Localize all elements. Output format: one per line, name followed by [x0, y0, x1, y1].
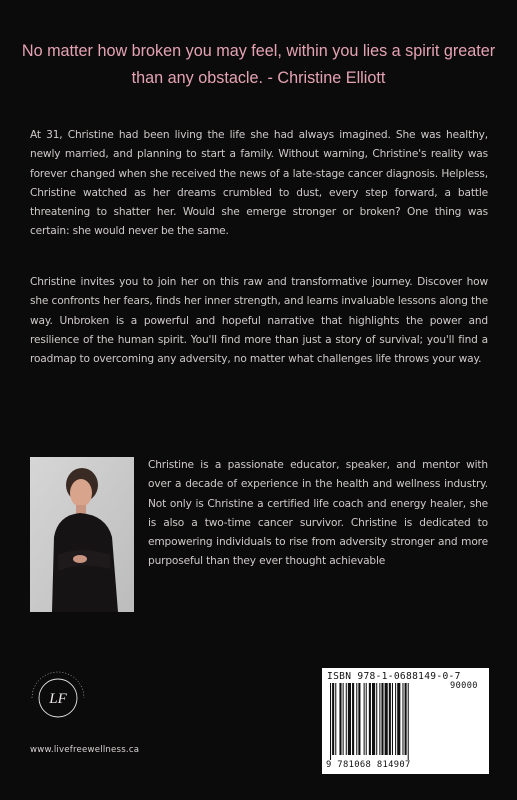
author-bio: Christine is a passionate educator, speaker, and mentor with over a decade of experience in the health and wellness industry. Not only is Christine a certified life coach and energy healer, she is also a two-time cancer survivor. Christine is dedicated to empowering individuals to rise from adversity stronger and more purposeful than they ever thought achievable [148, 459, 488, 568]
description-paragraph-1: At 31, Christine had been living the life she had always imagined. She was healthy, newly married, and planning to start a family. Without warning, Christine's reality was forever changed when she received the news of a late-stage cancer diagnosis. Helpless, Christine watched as her dreams crumbled to dust, every step forward, a battle threatening to shatter her. Would she emerge stronger or broken? One thing was certain: she would never be the same. [30, 129, 488, 238]
publisher-url: www.livefreewellness.ca [30, 745, 140, 755]
isbn-barcode [322, 668, 489, 774]
back-cover-quote: No matter how broken you may feel, within you lies a spirit greater than any obstacle. - Christine Elliott [21, 42, 496, 87]
author-photo [30, 457, 134, 612]
svg-text:LF: LF [49, 691, 67, 707]
publisher-logo [28, 668, 88, 728]
price-code: 90000 [450, 681, 478, 691]
description-paragraph-2: Christine invites you to join her on this raw and transformative journey. Discover how she confronts her fears, finds her inner strength, and learns invaluable lessons along the way. Unbroken is a powerful and hopeful narrative that highlights the power and resilience of the human spirit. You'll find more than just a story of survival; you'll find a roadmap to overcoming any adversity, no matter what challenges life throws your way. [30, 276, 488, 366]
isbn-label: ISBN 978-1-0688149-0-7 [327, 671, 461, 682]
barcode-bars [328, 683, 448, 760]
barcode-digits: 9 781068 814907 [326, 760, 411, 770]
